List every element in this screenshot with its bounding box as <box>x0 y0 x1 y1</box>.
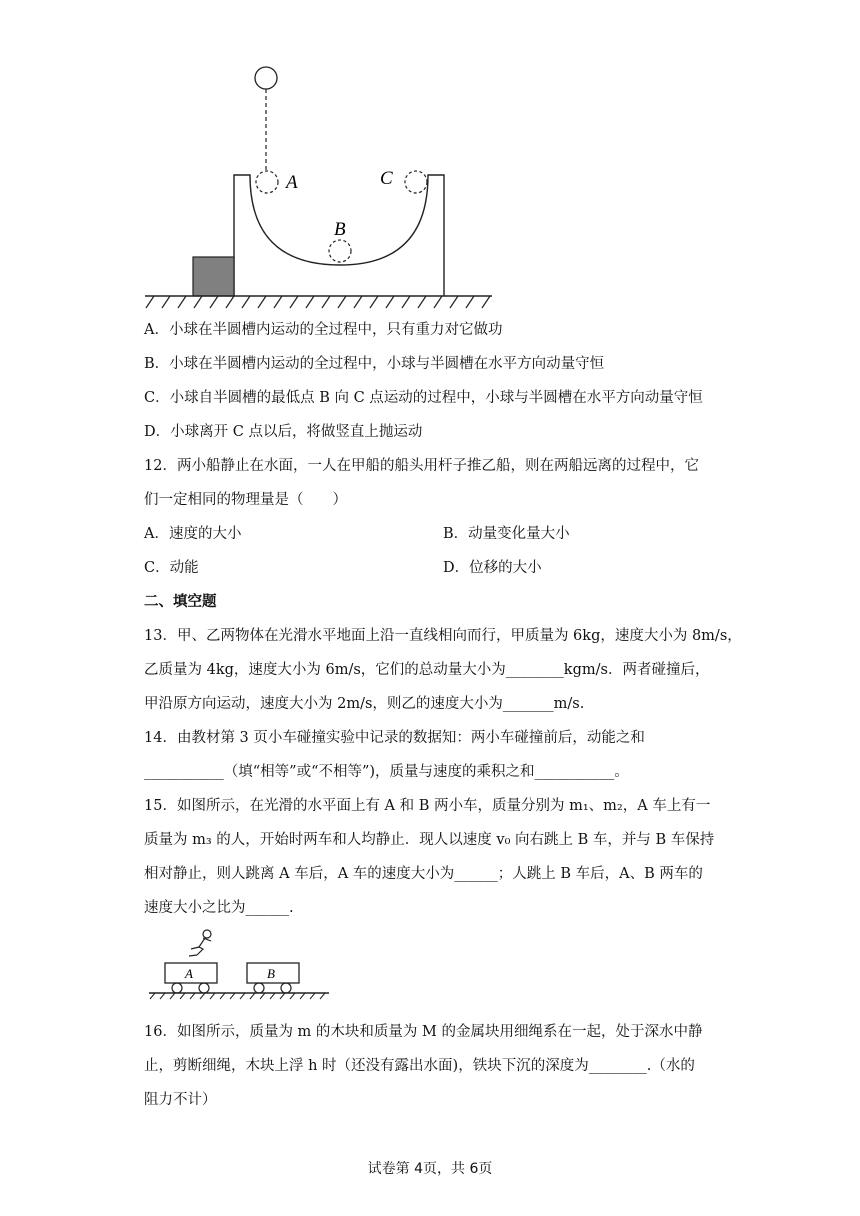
q14-line1: 14．由教材第 3 页小车碰撞实验中记录的数据知：两小车碰撞前后，动能之和 <box>144 730 645 746</box>
q12-option-a: A．速度的大小 <box>144 526 242 542</box>
q11-option-b: B．小球在半圆槽内运动的全过程中，小球与半圆槽在水平方向动量守恒 <box>144 356 605 372</box>
q14-line2: ___________（填“相等”或“不相等”)，质量与速度的乘积之和___________。 <box>144 764 629 780</box>
cart-a-label: A <box>185 966 193 981</box>
q15-line2: 质量为 m₃ 的人，开始时两车和人均静止．现人以速度 v₀ 向右跳上 B 车，并与 B 车保持 <box>144 832 715 848</box>
q11-option-c: C．小球自半圆槽的最低点 B 向 C 点运动的过程中，小球与半圆槽在水平方向动量守恒 <box>144 390 703 406</box>
cart-b-wheel-right <box>281 983 291 993</box>
ground-hatching <box>146 296 490 308</box>
cart-a-wheel-left <box>172 983 182 993</box>
q16-line2: 止，剪断细绳，木块上浮 h 时（还没有露出水面)，铁块下沉的深度为________.（水的 <box>144 1058 695 1074</box>
q16-line1: 16．如图所示，质量为 m 的木块和质量为 M 的金属块用细绳系在一起，处于深水中静 <box>144 1024 703 1040</box>
ball-position-a <box>256 171 278 193</box>
q12-option-b: B．动量变化量大小 <box>443 526 570 542</box>
two-carts-figure <box>145 925 335 1005</box>
ball-position-c <box>405 171 427 193</box>
page-footer: 试卷第 4页，共 6页 <box>367 1161 493 1177</box>
label-a: A <box>286 172 298 193</box>
q16-line3: 阻力不计） <box>144 1092 217 1108</box>
q12-stem-line1: 12．两小船静止在水面，一人在甲船的船头用杆子推乙船，则在两船远离的过程中，它 <box>144 458 699 474</box>
q13-line3: 甲沿原方向运动，速度大小为 2m/s，则乙的速度大小为_______m/s. <box>144 696 585 712</box>
q15-line1: 15．如图所示，在光滑的水平面上有 A 和 B 两小车，质量分别为 m₁、m₂，A 车上有一 <box>144 798 711 814</box>
q12-option-c: C．动能 <box>144 560 199 576</box>
cart-ground-hatching <box>150 993 325 999</box>
label-b: B <box>334 219 346 240</box>
q12-option-d: D．位移的大小 <box>443 560 542 576</box>
half-circle-trough-figure <box>140 60 500 310</box>
cart-b-label: B <box>267 966 275 981</box>
q11-option-d: D．小球离开 C 点以后，将做竖直上抛运动 <box>144 424 423 440</box>
stopper-block <box>193 257 234 296</box>
ball-position-b <box>329 240 351 262</box>
section-title-fill-in: 二、填空题 <box>144 593 217 610</box>
q12-stem-line2: 们一定相同的物理量是（ ） <box>144 492 347 508</box>
q15-line4: 速度大小之比为______. <box>144 900 294 916</box>
q13-line2: 乙质量为 4kg，速度大小为 6m/s，它们的总动量大小为________kgm/s．两者碰撞后， <box>144 662 710 678</box>
falling-ball <box>255 67 277 89</box>
q13-line1: 13．甲、乙两物体在光滑水平地面上沿一直线相向而行，甲质量为 6kg，速度大小为 8m/s， <box>144 628 742 644</box>
cart-a-wheel-right <box>199 983 209 993</box>
cart-b-wheel-left <box>254 983 264 993</box>
jumping-person <box>189 930 211 956</box>
q11-option-a: A．小球在半圆槽内运动的全过程中，只有重力对它做功 <box>144 322 503 338</box>
q15-line3: 相对静止，则人跳离 A 车后，A 车的速度大小为______；人跳上 B 车后，A、B 两车的 <box>144 866 703 882</box>
label-c: C <box>380 168 393 189</box>
